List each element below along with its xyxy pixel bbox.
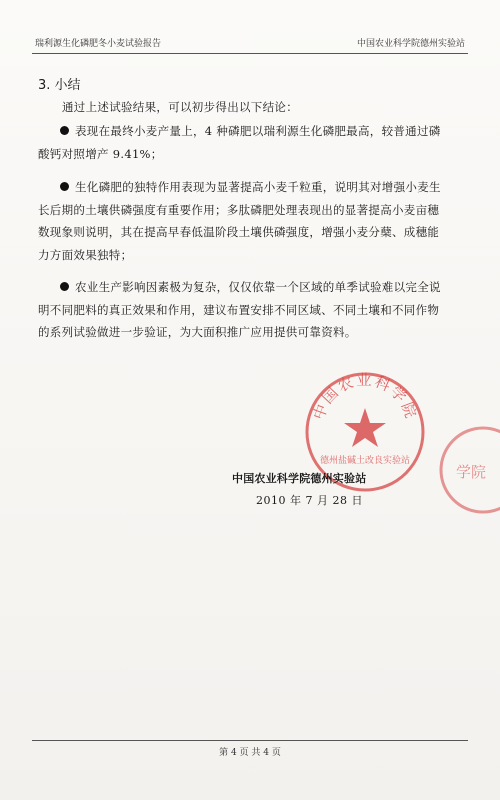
partial-seal-text: 学院 [456, 463, 487, 481]
bullet-dot-icon [60, 182, 69, 191]
page-number: 第 4 页 共 4 页 [219, 748, 281, 758]
page-header [35, 36, 465, 52]
header-rule [32, 53, 468, 54]
conclusion-item [38, 276, 443, 344]
seal-inner-text: 德州盐碱土改良实验站 [319, 456, 411, 466]
header-report-title: 瑞利源生化磷肥冬小麦试验报告 [35, 39, 162, 49]
footer-rule [32, 740, 468, 741]
conclusion-text: 表现在最终小麦产量上，4 种磷肥以瑞利源生化磷肥最高，较普通过磷酸钙对照增产 9.41%； [38, 124, 441, 161]
conclusion-text: 农业生产影响因素极为复杂，仅仅依靠一个区域的单季试验难以完全说明不同肥料的真正效果和作用，建议布置安排不同区域、不同土壤和不同作物的系列试验做进一步验证，为大面积推广应用提供可靠资料。 [38, 280, 441, 339]
conclusion-item [38, 176, 443, 266]
header-institution: 中国农业科学院德州实验站 [356, 39, 465, 49]
seal-ring-text: 中国农业科学院 [309, 371, 421, 423]
section-title: 3. 小结 [38, 78, 81, 93]
bullet-dot-icon [60, 282, 69, 291]
intro-paragraph: 通过上述试验结果，可以初步得出以下结论： [62, 100, 298, 114]
signature-date: 2010 年 7 月 28 日 [256, 494, 363, 507]
partial-seal-icon [438, 425, 500, 515]
conclusion-text: 生化磷肥的独特作用表现为显著提高小麦千粒重，说明其对增强小麦生长后期的土壤供磷强度有重要作用；多肽磷肥处理表现出的显著提高小麦亩穗数现象则说明，其在提高早春低温阶段土壤供磷强度，增强小麦分蘖、成穗能力方面效果独特； [38, 180, 441, 262]
signature-organization: 中国农业科学院德州实验站 [232, 472, 367, 485]
bullet-dot-icon [60, 126, 69, 135]
conclusion-item [38, 120, 443, 165]
